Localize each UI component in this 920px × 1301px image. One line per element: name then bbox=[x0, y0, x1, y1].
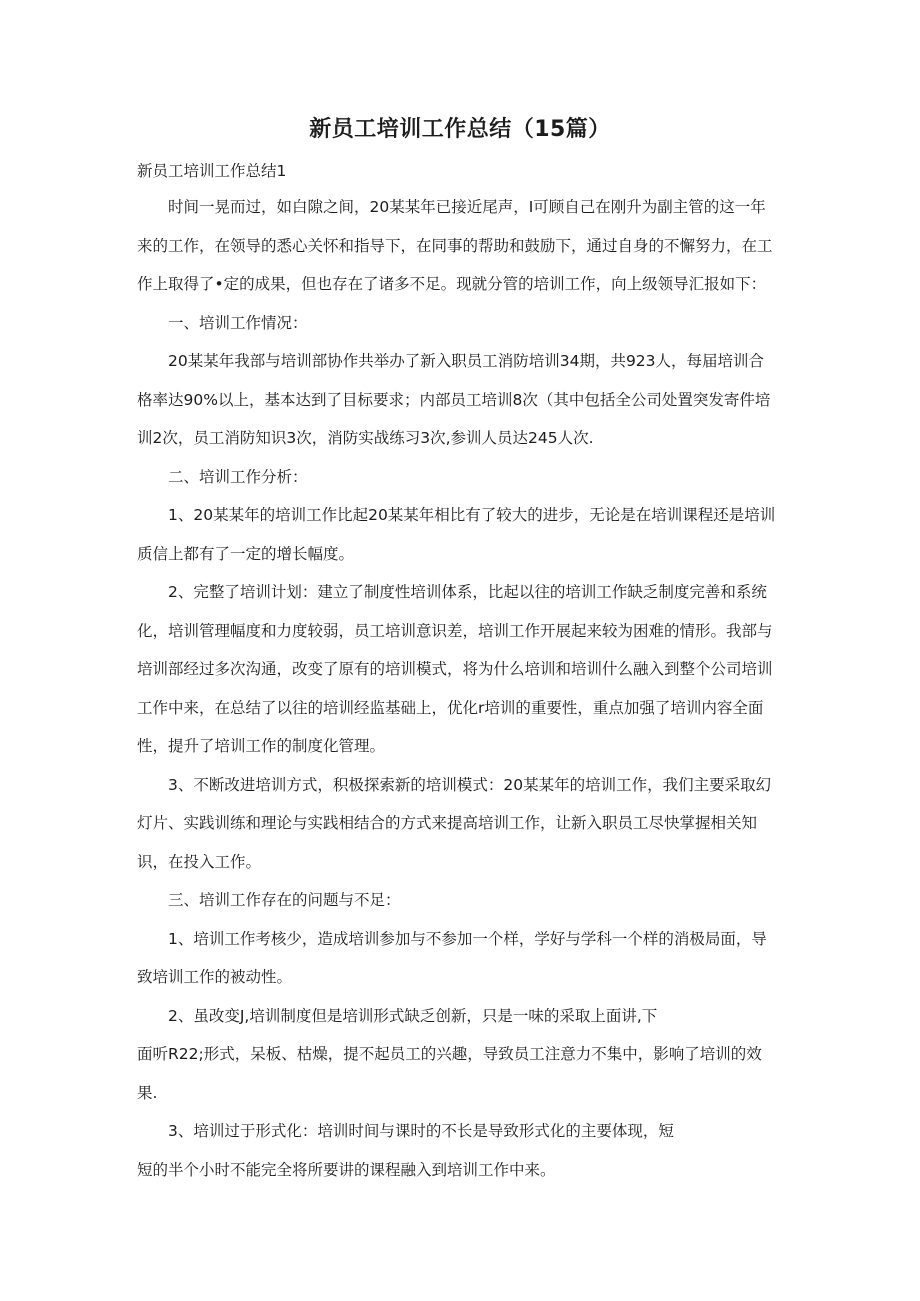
paragraph-analysis-2: 2、完整了培训计划：建立了制度性培训体系，比起以往的培训工作缺乏制度完善和系统化，培训管理幅度和力度较弱，员工培训意识差，培训工作开展起来较为困难的情形。我部与培训部经过多次沟通，改变了原有的培训模式，将为什么培训和培训什么融入到整个公司培训工作中来，在总结了以往的培训经监基础上，优化r培训的重要性，重点加强了培训内容全面性，提升了培训工作的制度化管理。 bbox=[137, 583, 773, 755]
heading-training-status: 一、培训工作情况： bbox=[168, 313, 308, 332]
document-title: 新员工培训工作总结（15篇） bbox=[309, 117, 611, 142]
paragraph-problem-3-rest: 短的半个小时不能完全将所要讲的课程融入到培训工作中来。 bbox=[137, 1160, 556, 1179]
paragraph-problem-2 bbox=[137, 997, 777, 1113]
document-body bbox=[137, 188, 777, 1189]
paragraph-problem-1: 1、培训工作考核少，造成培训参加与不参加一个样，学好与学科一个样的消极局面，导致培训工作的被动性。 bbox=[137, 929, 767, 986]
heading-problems: 三、培训工作存在的问题与不足： bbox=[168, 891, 401, 909]
paragraph-problem-3-line-1: 3、培训过于形式化：培训时间与课时的不长是导致形式化的主要体现，短 bbox=[168, 1122, 674, 1140]
paragraph-problem-2-rest: 面听R22;形式，呆板、枯燥，提不起员工的兴趣，导致员工注意力不集中，影响了培训的效果. bbox=[137, 1045, 762, 1102]
section-title: 新员工培训工作总结1 bbox=[137, 162, 287, 180]
paragraph-intro: 时间一晃而过，如白隙之间，20某某年已接近尾声，I可顾自己在刚升为副主管的这一年来的工作，在领导的悉心关怀和指导下，在同事的帮助和鼓励下，通过自身的不懈努力，在工作上取得了•定的成果，但也存在了诸多不足。现就分管的培训工作，向上级领导汇报如下： bbox=[137, 198, 773, 293]
paragraph-analysis-3: 3、不断改进培训方式，积极探索新的培训模式：20某某年的培训工作，我们主要采取幻灯片、实践训练和理论与实践相结合的方式来提高培训工作，让新入职员工尽快掌握相关知识，在投入工作。 bbox=[137, 775, 772, 871]
paragraph-problem-2-line-1: 2、虽改变J,培训制度但是培训形式缺乏创新，只是一味的采取上面讲,下 bbox=[168, 1006, 658, 1025]
paragraph-problem-3 bbox=[137, 1112, 777, 1189]
paragraph-analysis-1: 1、20某某年的培训工作比起20某某年相比有了较大的进步，无论是在培训课程还是培训质信上都有了一定的增长幅度。 bbox=[137, 506, 776, 563]
heading-training-analysis: 二、培训工作分析： bbox=[168, 467, 308, 486]
paragraph-training-status: 20某某年我部与培训部协作共举办了新入职员工消防培训34期，共923人，每届培训合格率达90%以上，基本达到了目标要求；内部员工培训8次（其中包括全公司处置突发寄件培训2次，员工消防知识3次，消防实战练习3次,参训人员达245人次. bbox=[137, 352, 771, 447]
